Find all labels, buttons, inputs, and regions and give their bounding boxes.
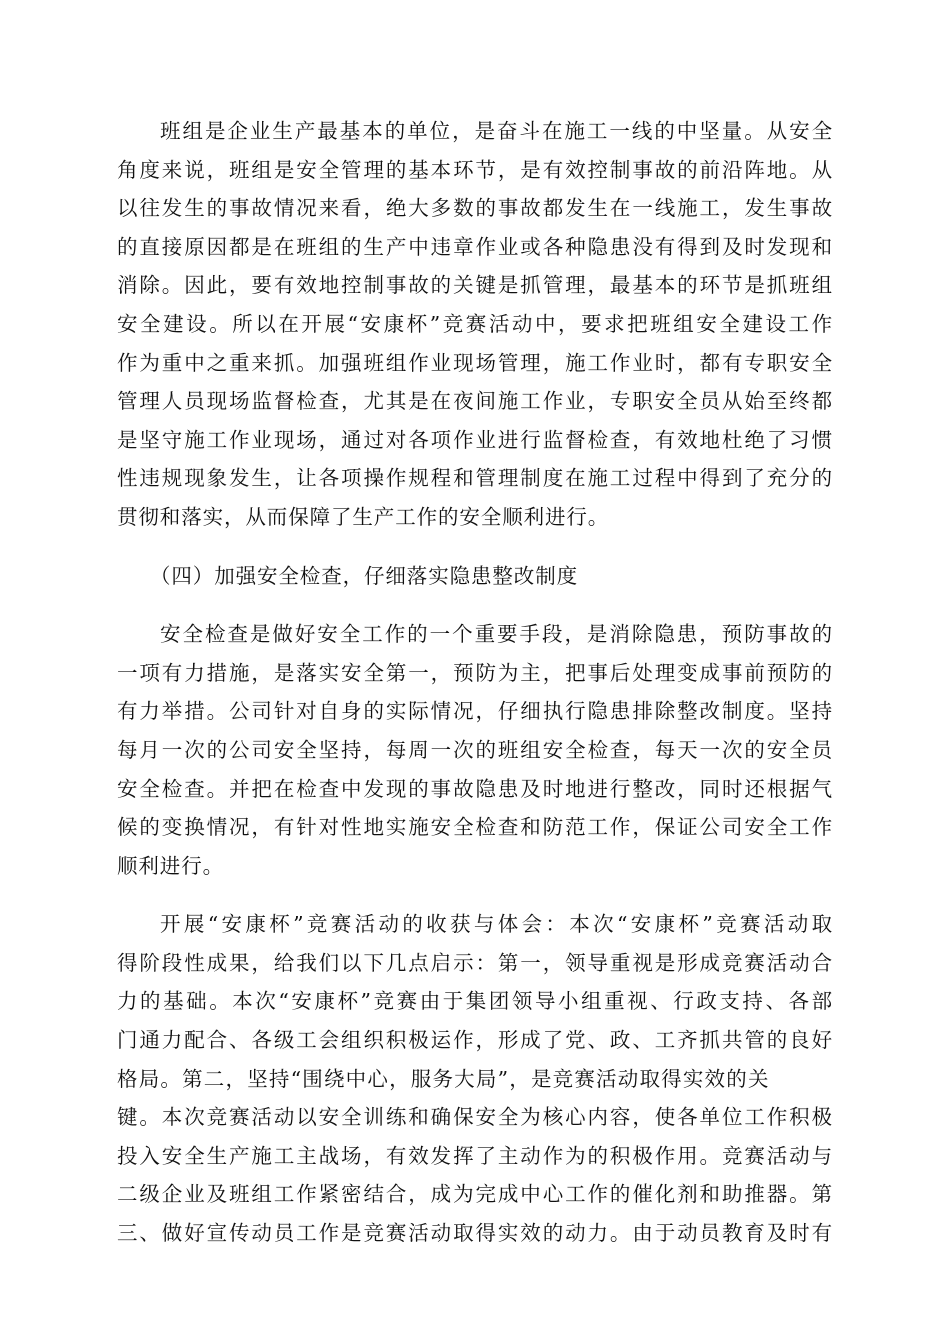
- paragraph-gap: [117, 537, 833, 557]
- paragraph-gap: [117, 885, 833, 905]
- heading-text: （四）加强安全检查，仔细落实隐患整改制度: [150, 563, 578, 588]
- text-line: 候的变换情况，有针对性地实施安全检查和防范工作，保证公司安全工作: [117, 815, 833, 840]
- text-line: 安全检查。并把在检查中发现的事故隐患及时地进行整改，同时还根据气: [117, 776, 833, 801]
- paragraph-gap: [117, 595, 833, 615]
- text-line: 每月一次的公司安全坚持，每周一次的班组安全检查，每天一次的安全员: [117, 737, 833, 762]
- text-line: 贯彻和落实，从而保障了生产工作的安全顺利进行。: [117, 504, 610, 529]
- paragraph-safety-inspection: [117, 615, 833, 885]
- text-line: 角度来说，班组是安全管理的基本环节，是有效控制事故的前沿阵地。从: [117, 157, 833, 182]
- text-line: 作为重中之重来抓。加强班组作业现场管理，施工作业时，都有专职安全: [117, 350, 833, 375]
- text-line: 力的基础。本次“安康杯”竞赛由于集团领导小组重视、行政支持、各部: [117, 989, 833, 1014]
- paragraph-competition-results: [117, 905, 833, 1252]
- paragraph-team-safety: [117, 112, 833, 537]
- text-line: 班组是企业生产最基本的单位，是奋斗在施工一线的中坚量。从安全: [160, 119, 833, 143]
- section-heading: [117, 557, 833, 596]
- text-line: 以往发生的事故情况来看，绝大多数的事故都发生在一线施工，发生事故: [117, 196, 833, 221]
- text-line: 二级企业及班组工作紧密结合，成为完成中心工作的催化剂和助推器。第: [117, 1182, 833, 1207]
- text-line: 格局。第二，坚持“围绕中心，服务大局”，是竞赛活动取得实效的关: [117, 1066, 770, 1091]
- text-line: 开展“安康杯”竞赛活动的收获与体会：本次“安康杯”竞赛活动取: [160, 912, 833, 937]
- text-line: 门通力配合、各级工会组织积极运作，形成了党、政、工齐抓共管的良好: [117, 1028, 833, 1053]
- text-line: 键。本次竞赛活动以安全训练和确保安全为核心内容，使各单位工作积极: [117, 1105, 833, 1130]
- text-line: 管理人员现场监督检查，尤其是在夜间施工作业，专职安全员从始至终都: [117, 389, 833, 414]
- text-line: 投入安全生产施工主战场，有效发挥了主动作为的积极作用。竞赛活动与: [117, 1143, 833, 1168]
- text-line: 三、做好宣传动员工作是竞赛活动取得实效的动力。由于动员教育及时有: [117, 1221, 833, 1246]
- text-line: 消除。因此，要有效地控制事故的关键是抓管理，最基本的环节是抓班组: [117, 273, 833, 298]
- document-page: [117, 112, 833, 1253]
- text-line: 安全检查是做好安全工作的一个重要手段，是消除隐患，预防事故的: [160, 622, 833, 647]
- text-line: 一项有力措施，是落实安全第一，预防为主，把事后处理变成事前预防的: [117, 660, 833, 685]
- text-line: 性违规现象发生，让各项操作规程和管理制度在施工过程中得到了充分的: [117, 466, 833, 491]
- text-line: 顺利进行。: [117, 853, 224, 878]
- text-line: 得阶段性成果，给我们以下几点启示：第一，领导重视是形成竞赛活动合: [117, 950, 833, 975]
- text-line: 是坚守施工作业现场，通过对各项作业进行监督检查，有效地杜绝了习惯: [117, 427, 833, 452]
- text-line: 安全建设。所以在开展“安康杯”竞赛活动中，要求把班组安全建设工作: [117, 311, 833, 336]
- text-line: 有力举措。公司针对自身的实际情况，仔细执行隐患排除整改制度。坚持: [117, 699, 833, 724]
- text-line: 的直接原因都是在班组的生产中违章作业或各种隐患没有得到及时发现和: [117, 234, 833, 259]
